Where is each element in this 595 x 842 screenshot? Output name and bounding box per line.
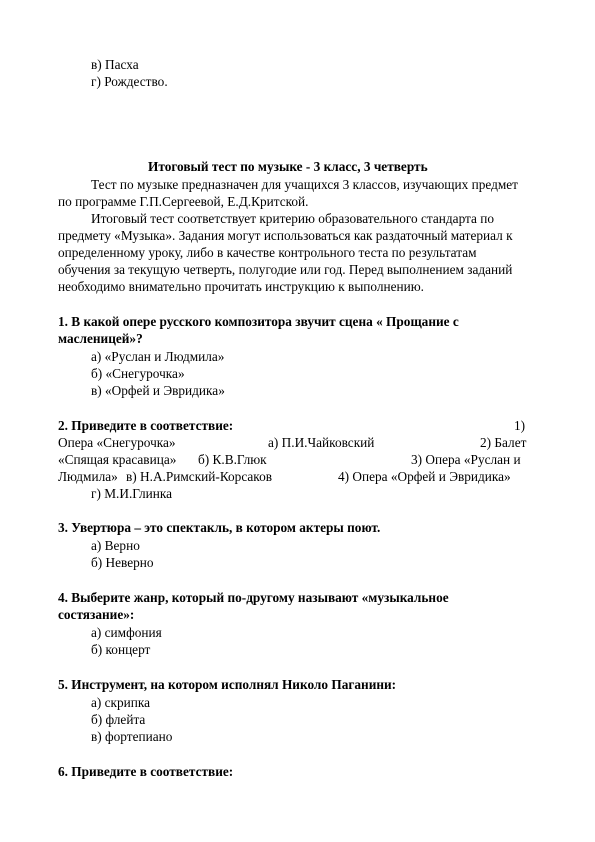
- intro-p2-line5: необходимо внимательно прочитать инструкцию к выполнению.: [58, 279, 425, 294]
- q1-option-c: в) «Орфей и Эвридика»: [91, 383, 225, 398]
- q5-option-a: а) скрипка: [91, 695, 151, 710]
- q5-option-b: б) флейта: [91, 712, 146, 727]
- test-title: Итоговый тест по музыке - 3 класс, 3 четверть: [148, 159, 428, 174]
- q4-option-b: б) концерт: [91, 642, 151, 657]
- q2-number-1: 1): [514, 418, 526, 433]
- q1-text-line2: масленицей»?: [58, 331, 143, 346]
- q2-number-4: 4) Опера «Орфей и Эвридика»: [338, 469, 511, 484]
- q2-option-g: г) М.И.Глинка: [91, 486, 172, 501]
- q3-text: 3. Увертюра – это спектакль, в котором актеры поют.: [58, 520, 381, 535]
- q2-number-2: 2) Балет: [480, 435, 527, 450]
- option-v-easter: в) Пасха: [91, 57, 139, 72]
- intro-p1-line2: по программе Г.П.Сергеевой, Е.Д.Критской.: [58, 194, 309, 209]
- option-g-christmas: г) Рождество.: [91, 74, 168, 89]
- q1-text-line1: 1. В какой опере русского композитора звучит сцена « Прощание с: [58, 314, 459, 329]
- intro-p2-line3: определенному уроку, либо в качестве контрольного теста по результатам: [58, 245, 477, 260]
- intro-p2-line4: обучения за текущую четверть, полугодие или год. Перед выполнением заданий: [58, 262, 513, 277]
- q5-text: 5. Инструмент, на котором исполнял Николо Паганини:: [58, 677, 397, 692]
- q4-text-line1: 4. Выберите жанр, который по-другому называют «музыкальное: [58, 590, 449, 605]
- q2-opera-snegurochka: Опера «Снегурочка»: [58, 435, 176, 450]
- q4-text-line2: состязание»:: [58, 607, 135, 622]
- q4-option-a: а) симфония: [91, 625, 162, 640]
- q2-text: 2. Приведите в соответствие:: [58, 418, 234, 433]
- q2-option-b: б) К.В.Глюк: [198, 452, 267, 467]
- q2-ballet-title: «Спящая красавица»: [58, 452, 177, 467]
- q3-option-b: б) Неверно: [91, 555, 154, 570]
- q2-ludmila: Людмила»: [58, 469, 118, 484]
- q2-number-3: 3) Опера «Руслан и: [411, 452, 521, 467]
- q1-option-b: б) «Снегурочка»: [91, 366, 185, 381]
- q6-text: 6. Приведите в соответствие:: [58, 764, 234, 779]
- intro-p2-line1: Итоговый тест соответствует критерию образовательного стандарта по: [91, 211, 495, 226]
- q5-option-c: в) фортепиано: [91, 729, 173, 744]
- q2-option-a: а) П.И.Чайковский: [268, 435, 375, 450]
- q2-option-v: в) Н.А.Римский-Корсаков: [126, 469, 273, 484]
- intro-p2-line2: предмету «Музыка». Задания могут использоваться как раздаточный материал к: [58, 228, 513, 243]
- q3-option-a: а) Верно: [91, 538, 140, 553]
- q1-option-a: а) «Руслан и Людмила»: [91, 349, 225, 364]
- intro-p1-line1: Тест по музыке предназначен для учащихся 3 классов, изучающих предмет: [91, 177, 518, 192]
